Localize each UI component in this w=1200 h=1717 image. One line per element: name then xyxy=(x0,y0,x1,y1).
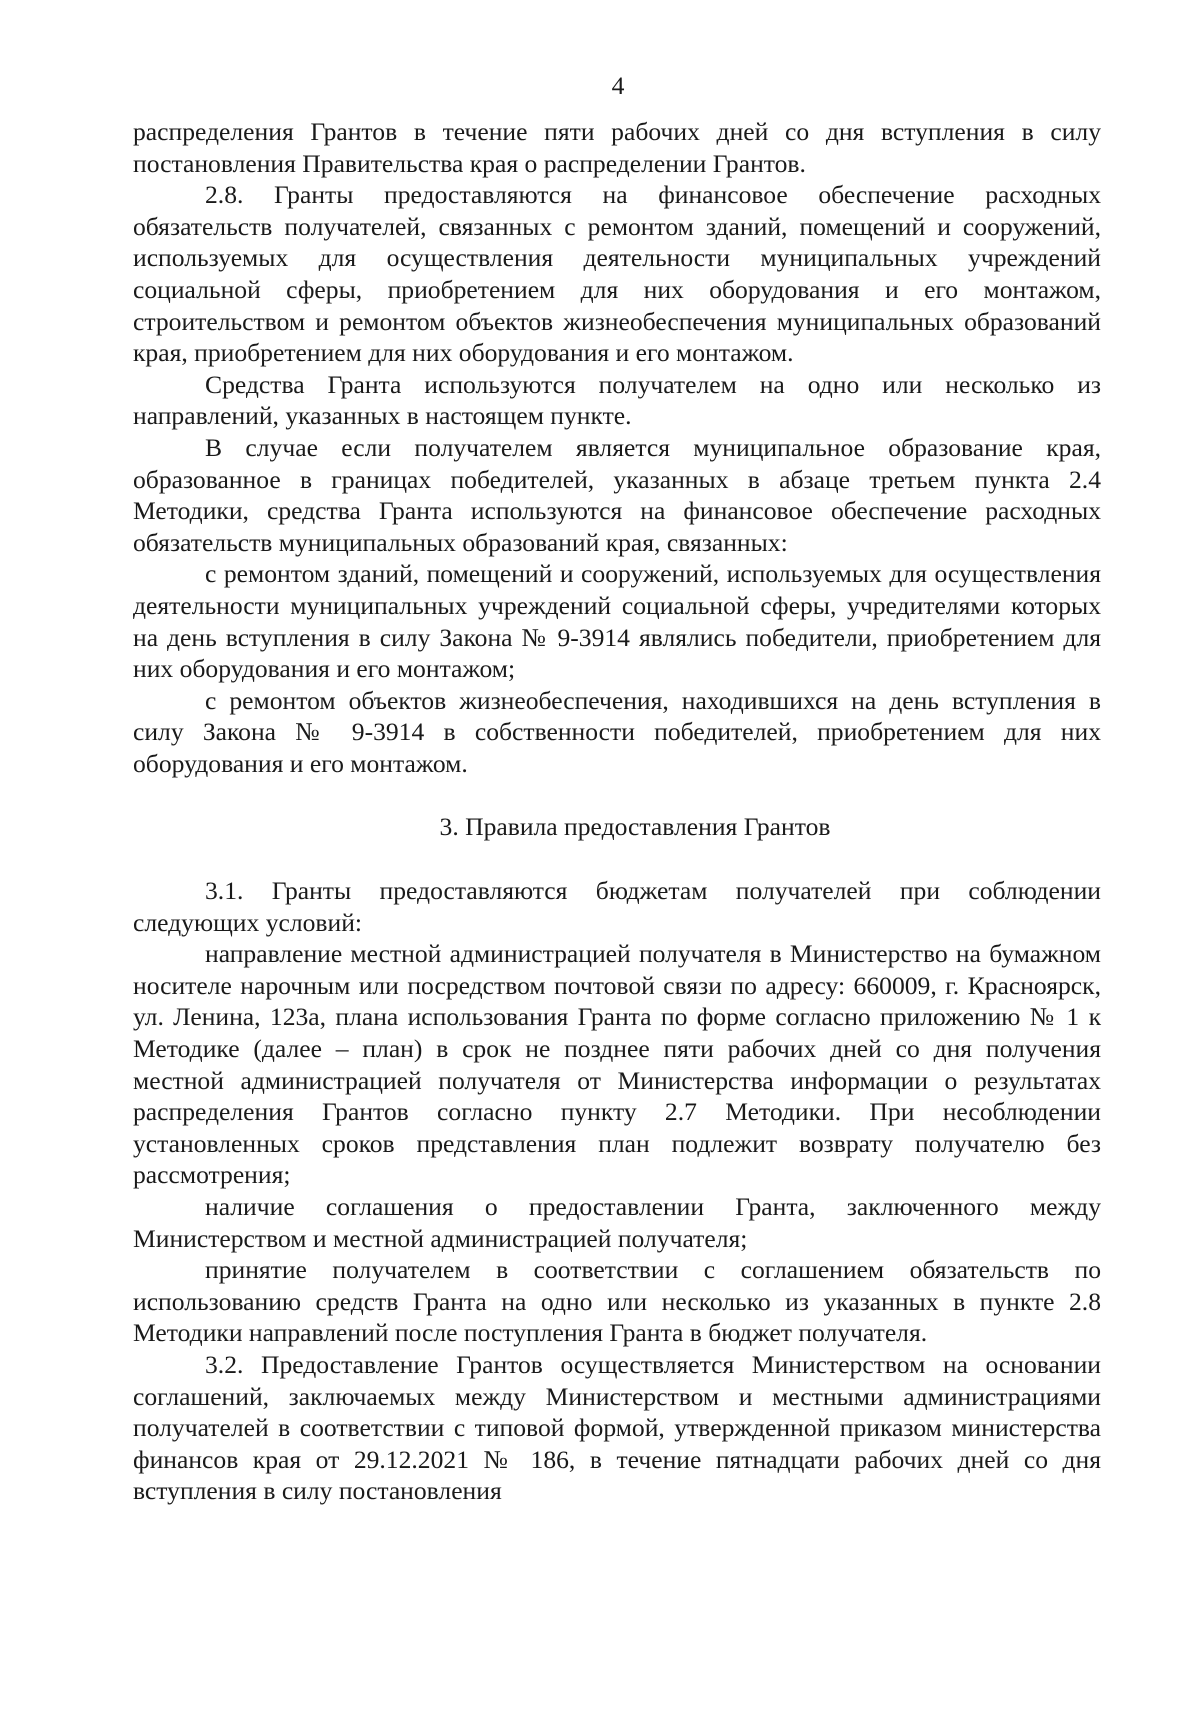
page-number: 4 xyxy=(611,71,625,100)
section-heading: 3. Правила предоставления Грантов xyxy=(439,812,831,842)
paragraph: с ремонтом объектов жизнеобеспечения, находившихся на день вступления в силу Закона № 9-3914 в собственности победителей, приобретением для них оборудования и его монтажом. xyxy=(133,685,1101,778)
document-body xyxy=(133,116,1101,1507)
paragraph: Средства Гранта используются получателем на одно или несколько из направлений, указанных в настоящем пункте. xyxy=(133,369,1101,431)
paragraph: распределения Грантов в течение пяти рабочих дней со дня вступления в силу постановления Правительства края о распределении Грантов. xyxy=(133,117,1101,178)
paragraph: 2.8. Гранты предоставляются на финансовое обеспечение расходных обязательств получателей, связанных с ремонтом зданий, помещений и сооружений, используемых для осуществления деятельности муниципальных учреждений социальной сферы, приобретением для них оборудования и его монтажом, строительством и ремонтом объектов жизнеобеспечения муниципальных образований края, приобретением для них оборудования и его монтажом. xyxy=(133,180,1101,368)
paragraph: наличие соглашения о предоставлении Гранта, заключенного между Министерством и местной администрацией получателя; xyxy=(133,1192,1101,1253)
paragraph: 3.2. Предоставление Грантов осуществляется Министерством на основании соглашений, заключаемых между Министерством и местными администрациями получателей в соответствии с типовой формой, утвержденной приказом министерства финансов края от 29.12.2021 № 186, в течение пятнадцати рабочих дней со дня вступления в силу постановления xyxy=(133,1349,1101,1506)
paragraph: направление местной администрацией получателя в Министерство на бумажном носителе нарочным или посредством почтовой связи по адресу: 660009, г. Красноярск, ул. Ленина, 123а, плана использования Гранта по форме согласно приложению № 1 к Методике (далее – план) в срок не позднее пяти рабочих дней со дня получения местной администрацией получателя от Министерства информации о результатах распределения Грантов согласно пункту 2.7 Методики. При несоблюдении установленных сроков представления план подлежит возврату получателю без рассмотрения; xyxy=(133,939,1101,1190)
paragraph: 3.1. Гранты предоставляются бюджетам получателей при соблюдении следующих условий: xyxy=(133,876,1101,937)
paragraph: с ремонтом зданий, помещений и сооружений, используемых для осуществления деятельности муниципальных учреждений социальной сферы, учредителями которых на день вступления в силу Закона № 9-3914 являлись победители, приобретением для них оборудования и его монтажом; xyxy=(133,559,1101,684)
paragraph: принятие получателем в соответствии с соглашением обязательств по использованию средств Гранта на одно или несколько из указанных в пункте 2.8 Методики направлений после поступления Гранта в бюджет получателя. xyxy=(133,1255,1101,1348)
paragraph: В случае если получателем является муниципальное образование края, образованное в границах победителей, указанных в абзаце третьем пункта 2.4 Методики, средства Гранта используются на финансовое обеспечение расходных обязательств муниципальных образований края, связанных: xyxy=(133,432,1101,557)
